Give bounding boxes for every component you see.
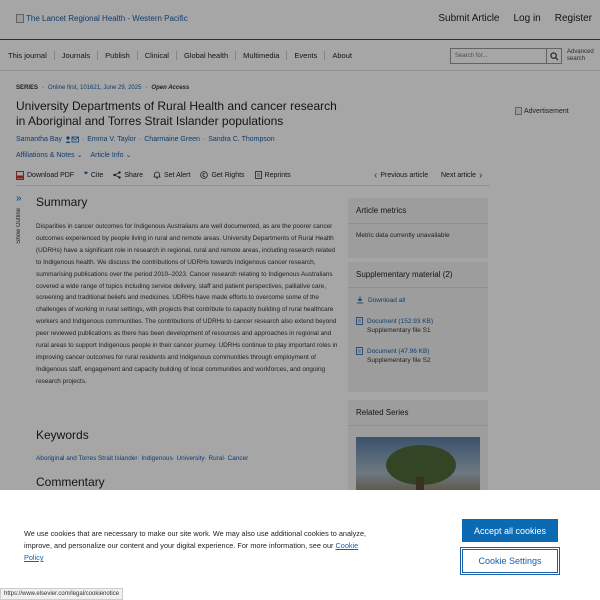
- previous-article-label: Previous article: [380, 171, 429, 179]
- login-link[interactable]: Log in: [513, 13, 541, 24]
- submit-article-link[interactable]: Submit Article: [438, 13, 500, 24]
- register-link[interactable]: Register: [554, 13, 592, 24]
- show-outline-toggle[interactable]: [14, 193, 28, 293]
- cookie-settings-button[interactable]: Cookie Settings: [462, 549, 558, 573]
- author-link[interactable]: Sandra C. Thompson: [208, 136, 275, 143]
- keywords-heading: Keywords: [36, 428, 89, 442]
- cite-button[interactable]: [84, 171, 103, 179]
- download-all-label: Download all: [368, 297, 406, 304]
- status-bar-url: https://www.elsevier.com/legal/cookienotice: [0, 588, 123, 600]
- author-link[interactable]: Samantha Bay: [16, 136, 62, 143]
- nav-global-health[interactable]: Global health: [177, 51, 236, 60]
- chevron-down-icon: ⌄: [125, 152, 132, 159]
- share-button[interactable]: [113, 171, 143, 179]
- affiliations-label: Affiliations & Notes: [16, 152, 75, 159]
- share-label: Share: [124, 171, 143, 179]
- cookie-banner: [0, 490, 600, 600]
- nav-clinical[interactable]: Clinical: [138, 51, 177, 60]
- double-chevron-right-icon: »: [16, 193, 22, 204]
- keywords-list[interactable]: Aboriginal and Torres Strait Islander· Indigenous· University· Rural· Cancer: [36, 455, 249, 462]
- bell-icon: [153, 171, 161, 179]
- get-rights-label: Get Rights: [211, 171, 245, 179]
- supplementary-file-2[interactable]: [356, 347, 480, 365]
- supplementary-file-2-link[interactable]: Document (47.96 KB): [367, 348, 430, 355]
- broken-image-icon: [515, 107, 522, 115]
- logo-alt-text: The Lancet Regional Health - Western Pacific: [26, 14, 188, 23]
- journal-logo[interactable]: [16, 14, 188, 23]
- share-icon: [113, 171, 121, 179]
- nav-about[interactable]: About: [332, 51, 352, 60]
- pdf-icon: [16, 171, 24, 180]
- supplementary-panel: [348, 262, 488, 392]
- chevron-left-icon: ‹: [374, 169, 378, 181]
- download-pdf-label: Download PDF: [27, 171, 75, 179]
- advertisement[interactable]: [515, 107, 569, 115]
- nav-this-journal[interactable]: This journal: [8, 51, 55, 60]
- cite-label: Cite: [90, 171, 104, 179]
- article-metrics-title: Article metrics: [348, 198, 488, 224]
- article-metrics-text: Metric data currently unavailable: [356, 232, 450, 239]
- reprints-label: Reprints: [264, 171, 291, 179]
- article-info-links: [16, 151, 131, 159]
- previous-article-link[interactable]: [374, 170, 428, 181]
- copyright-icon: [200, 171, 208, 179]
- cookie-policy-link[interactable]: Cookie Policy: [24, 541, 359, 562]
- download-icon: [356, 296, 364, 304]
- article-meta: SERIES · Online first, 101621, June 29, 2025 · Open Access: [16, 85, 190, 91]
- search-button[interactable]: [546, 48, 562, 64]
- download-all-link[interactable]: [356, 296, 480, 305]
- article-info-label: Article Info: [90, 152, 124, 159]
- search-icon: [550, 52, 559, 61]
- nav-events[interactable]: Events: [287, 51, 325, 60]
- quote-icon: ❞: [84, 172, 88, 179]
- open-access-badge: Open Access: [151, 85, 190, 91]
- accept-all-cookies-button[interactable]: Accept all cookies: [462, 519, 558, 542]
- reprint-icon: [255, 171, 262, 179]
- set-alert-label: Set Alert: [164, 171, 191, 179]
- article-info-toggle[interactable]: [90, 151, 131, 159]
- related-series-title: Related Series: [348, 400, 488, 426]
- next-article-label: Next article: [441, 171, 477, 179]
- download-pdf-button[interactable]: [16, 171, 74, 180]
- show-outline-label: Show Outline: [16, 208, 22, 244]
- set-alert-button[interactable]: [153, 171, 190, 179]
- cookie-message: [24, 528, 379, 564]
- nav-publish[interactable]: Publish: [98, 51, 138, 60]
- next-article-link[interactable]: [441, 170, 482, 181]
- series-label: SERIES: [16, 85, 39, 91]
- document-icon: [356, 317, 363, 325]
- author-link[interactable]: Emma V. Taylor: [87, 136, 136, 143]
- reprints-button[interactable]: [255, 171, 291, 179]
- online-first-date[interactable]: Online first, 101621, June 29, 2025: [48, 85, 142, 91]
- broken-image-icon: [16, 14, 24, 23]
- chevron-down-icon: ⌄: [76, 152, 83, 159]
- chevron-right-icon: ›: [479, 169, 483, 181]
- author-list: Samantha Bay · Emma V. Taylor · Charmaine Green · Sandra C. Thompson: [16, 136, 275, 143]
- supplementary-title: Supplementary material (2): [348, 262, 488, 288]
- advanced-search-link[interactable]: Advanced search: [567, 49, 594, 62]
- supplementary-file-1[interactable]: [356, 317, 480, 335]
- author-link[interactable]: Charmaine Green: [144, 136, 200, 143]
- nav-journals[interactable]: Journals: [55, 51, 98, 60]
- cookie-text: We use cookies that are necessary to make our site work. We may also use additional cookies to analyze, improve, and personalize our content and your digital experience. For more information, see our: [24, 529, 367, 550]
- get-rights-button[interactable]: [200, 171, 244, 179]
- search-input[interactable]: Search for...: [450, 48, 547, 64]
- supplementary-file-2-label: Supplementary file S2: [367, 357, 431, 364]
- affiliations-toggle[interactable]: [16, 151, 82, 159]
- advertisement-label: Advertisement: [524, 107, 569, 115]
- author-contact-icon[interactable]: [65, 136, 79, 143]
- article-toolbar: [16, 168, 490, 182]
- nav-multimedia[interactable]: Multimedia: [236, 51, 287, 60]
- supplementary-file-1-label: Supplementary file S1: [367, 327, 431, 334]
- summary-heading: Summary: [36, 195, 88, 209]
- main-nav: [0, 41, 600, 71]
- supplementary-file-1-link[interactable]: Document (152.93 KB): [367, 318, 434, 325]
- article-title: University Departments of Rural Health and cancer research in Aboriginal and Torres Strait Islander populations: [16, 99, 337, 128]
- toolbar-divider: [16, 185, 490, 186]
- related-series-image[interactable]: [356, 437, 480, 497]
- document-icon: [356, 347, 363, 355]
- article-metrics-panel: [348, 198, 488, 258]
- commentary-heading: Commentary: [36, 475, 105, 489]
- summary-text: Disparities in cancer outcomes for Indigenous Australians are well documented, as are the poorer cancer outcomes experienced by people living in rural and remote areas. University Departments of Rural Health (UDRHs) have a significant role in research in regional, rural and remote areas, including research related to Indigenous health. We discuss the contributions of UDRHs towards Indigenous cancer research, summarising publications over the period 2010–2023. Cancer research relating to Indigenous Australians covered a wide range of topics including service delivery, staff and patient perspectives, palliative care, screening and traditional beliefs and medicines. UDRHs have made efforts to overcome some of the challenges of working in rural settings, with projects that contribute to capacity building of rural healthcare workers and Indigenous communities. The contributions of UDRHs to cancer research also extend beyond peer reviewed publications as there has been development of resources and approaches in regional and rural areas to support Indigenous people in their cancer journey. UDRHs continue to play important roles in improving cancer outcomes for rural residents and Indigenous communities through employment of Indigenous staff, engagement and capacity building of local communities and workforces, and ongoing research projects.: [36, 223, 338, 385]
- top-bar: [0, 0, 600, 40]
